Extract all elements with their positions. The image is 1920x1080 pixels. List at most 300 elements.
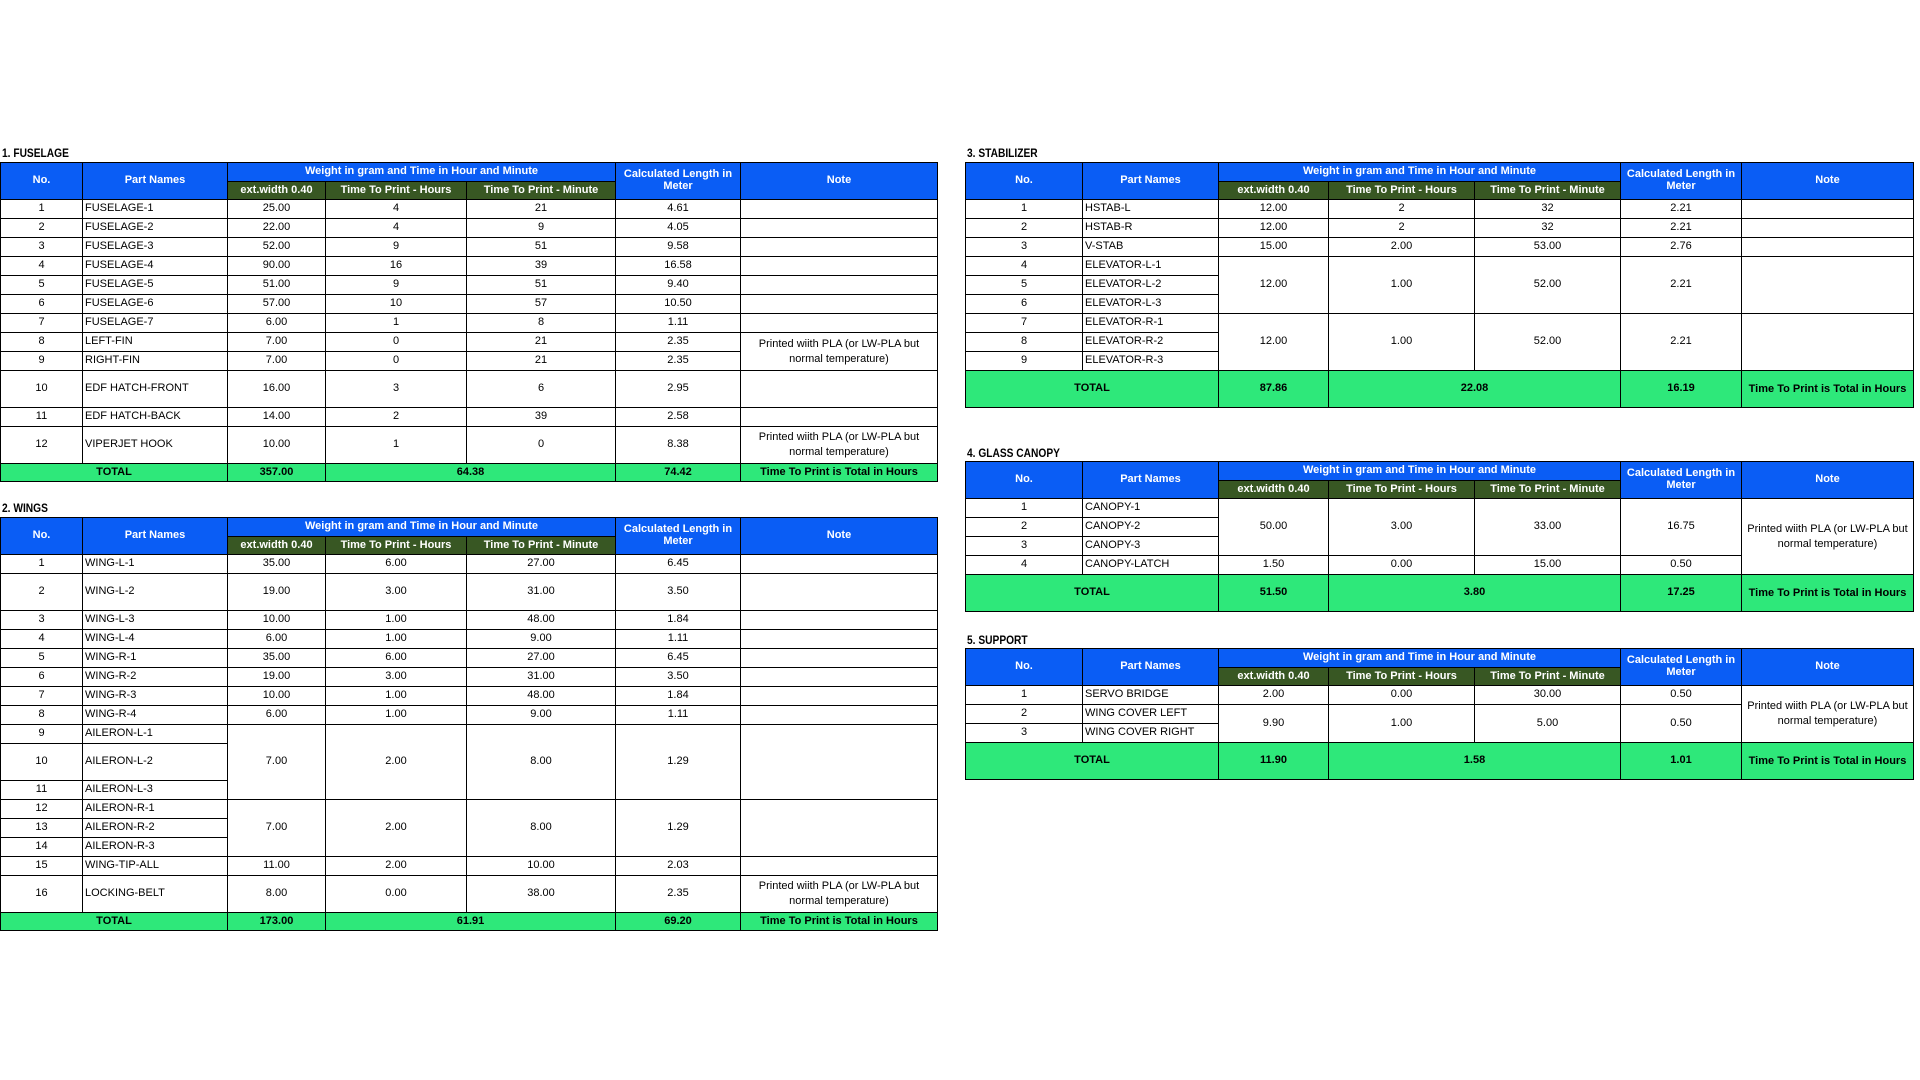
cell-no: 9 — [1, 725, 83, 744]
header-weight-time-group: Weight in gram and Time in Hour and Minute — [1219, 163, 1621, 182]
cell-note — [741, 800, 938, 857]
cell-hours: 4 — [326, 219, 467, 238]
cell-no: 5 — [966, 276, 1083, 295]
header-no: No. — [1, 518, 83, 555]
header-note: Note — [741, 518, 938, 555]
total-length: 16.19 — [1621, 371, 1742, 408]
cell-weight: 12.00 — [1219, 200, 1329, 219]
cell-weight: 22.00 — [228, 219, 326, 238]
cell-length: 1.29 — [616, 725, 741, 800]
total-time: 3.80 — [1329, 575, 1621, 612]
cell-hours: 2.00 — [326, 725, 467, 800]
cell-minutes: 48.00 — [467, 687, 616, 706]
cell-hours: 9 — [326, 238, 467, 257]
header-note: Note — [1742, 649, 1914, 686]
total-time: 61.91 — [326, 913, 616, 931]
cell-no: 3 — [966, 238, 1083, 257]
cell-part-name: FUSELAGE-6 — [83, 295, 228, 314]
cell-part-name: ELEVATOR-L-3 — [1083, 295, 1219, 314]
cell-hours: 0.00 — [1329, 686, 1475, 705]
table-row — [1, 314, 938, 333]
cell-hours: 2.00 — [326, 857, 467, 876]
total-time: 64.38 — [326, 464, 616, 482]
cell-note — [741, 371, 938, 408]
wings-table — [0, 517, 938, 931]
cell-part-name: WING-L-4 — [83, 630, 228, 649]
cell-part-name: SERVO BRIDGE — [1083, 686, 1219, 705]
cell-part-name: ELEVATOR-L-1 — [1083, 257, 1219, 276]
cell-note — [741, 257, 938, 276]
cell-note: Printed wiith PLA (or LW-PLA but normal temperature) — [1742, 499, 1914, 575]
table-row — [1, 427, 938, 464]
cell-no: 1 — [966, 499, 1083, 518]
cell-no: 4 — [966, 257, 1083, 276]
cell-part-name: LOCKING-BELT — [83, 876, 228, 913]
cell-no: 10 — [1, 371, 83, 408]
cell-length: 6.45 — [616, 649, 741, 668]
cell-weight: 50.00 — [1219, 499, 1329, 556]
cell-hours: 16 — [326, 257, 467, 276]
total-weight: 87.86 — [1219, 371, 1329, 408]
cell-part-name: EDF HATCH-BACK — [83, 408, 228, 427]
table-row — [1, 257, 938, 276]
cell-part-name: AILERON-L-2 — [83, 744, 228, 781]
cell-no: 11 — [1, 781, 83, 800]
cell-note — [741, 725, 938, 800]
cell-minutes: 6 — [467, 371, 616, 408]
cell-weight: 7.00 — [228, 352, 326, 371]
cell-note — [741, 687, 938, 706]
cell-no: 4 — [966, 556, 1083, 575]
table-row — [1, 706, 938, 725]
cell-length: 2.76 — [1621, 238, 1742, 257]
table-row — [966, 238, 1914, 257]
cell-part-name: FUSELAGE-7 — [83, 314, 228, 333]
header-part-names: Part Names — [83, 518, 228, 555]
cell-note — [741, 706, 938, 725]
cell-part-name: WING-R-4 — [83, 706, 228, 725]
table-row — [1, 408, 938, 427]
section-title-glass-canopy: 4. GLASS CANOPY — [967, 446, 1060, 460]
header-length: Calculated Length in Meter — [1621, 462, 1742, 499]
total-label: TOTAL — [966, 743, 1219, 780]
cell-note — [741, 238, 938, 257]
total-label: TOTAL — [966, 575, 1219, 612]
cell-length: 2.35 — [616, 352, 741, 371]
cell-weight: 7.00 — [228, 333, 326, 352]
cell-part-name: FUSELAGE-3 — [83, 238, 228, 257]
cell-length: 2.58 — [616, 408, 741, 427]
cell-weight: 1.50 — [1219, 556, 1329, 575]
cell-no: 3 — [966, 537, 1083, 556]
header-ext-width: ext.width 0.40 — [228, 537, 326, 555]
cell-no: 2 — [966, 219, 1083, 238]
cell-weight: 14.00 — [228, 408, 326, 427]
header-no: No. — [966, 462, 1083, 499]
cell-weight: 11.00 — [228, 857, 326, 876]
cell-hours: 0.00 — [1329, 556, 1475, 575]
cell-weight: 57.00 — [228, 295, 326, 314]
header-length: Calculated Length in Meter — [616, 518, 741, 555]
cell-part-name: RIGHT-FIN — [83, 352, 228, 371]
table-row — [966, 499, 1914, 518]
total-row — [966, 743, 1914, 780]
cell-part-name: AILERON-L-1 — [83, 725, 228, 744]
cell-hours: 0 — [326, 352, 467, 371]
table-row — [1, 295, 938, 314]
total-note: Time To Print is Total in Hours — [741, 464, 938, 482]
header-no: No. — [1, 163, 83, 200]
cell-part-name: WING-L-2 — [83, 574, 228, 611]
cell-weight: 6.00 — [228, 706, 326, 725]
cell-hours: 2 — [1329, 219, 1475, 238]
cell-no: 8 — [1, 333, 83, 352]
cell-part-name: HSTAB-L — [1083, 200, 1219, 219]
table-row — [1, 238, 938, 257]
cell-weight: 10.00 — [228, 611, 326, 630]
cell-no: 2 — [1, 574, 83, 611]
total-note: Time To Print is Total in Hours — [1742, 575, 1914, 612]
section-title-wings: 2. WINGS — [2, 501, 48, 515]
cell-note — [741, 295, 938, 314]
cell-length: 1.84 — [616, 611, 741, 630]
cell-length: 1.84 — [616, 687, 741, 706]
cell-hours: 6.00 — [326, 649, 467, 668]
cell-length: 2.21 — [1621, 257, 1742, 314]
cell-hours: 1.00 — [1329, 314, 1475, 371]
cell-minutes: 21 — [467, 352, 616, 371]
cell-note — [741, 314, 938, 333]
header-note: Note — [1742, 163, 1914, 200]
cell-part-name: HSTAB-R — [1083, 219, 1219, 238]
cell-length: 1.11 — [616, 630, 741, 649]
cell-weight: 15.00 — [1219, 238, 1329, 257]
cell-hours: 3 — [326, 371, 467, 408]
cell-note — [1742, 314, 1914, 371]
cell-minutes: 38.00 — [467, 876, 616, 913]
header-ext-width: ext.width 0.40 — [1219, 481, 1329, 499]
header-weight-time-group: Weight in gram and Time in Hour and Minute — [1219, 649, 1621, 668]
header-length: Calculated Length in Meter — [616, 163, 741, 200]
cell-weight: 7.00 — [228, 800, 326, 857]
cell-hours: 1.00 — [1329, 257, 1475, 314]
cell-part-name: WING-R-3 — [83, 687, 228, 706]
cell-no: 14 — [1, 838, 83, 857]
header-hours: Time To Print - Hours — [1329, 668, 1475, 686]
cell-no: 3 — [966, 724, 1083, 743]
cell-hours: 0.00 — [326, 876, 467, 913]
cell-part-name: AILERON-R-3 — [83, 838, 228, 857]
cell-part-name: CANOPY-2 — [1083, 518, 1219, 537]
cell-part-name: ELEVATOR-L-2 — [1083, 276, 1219, 295]
table-row — [1, 687, 938, 706]
cell-no: 8 — [966, 333, 1083, 352]
cell-hours: 2 — [1329, 200, 1475, 219]
cell-note: Printed wiith PLA (or LW-PLA but normal temperature) — [741, 876, 938, 913]
cell-minutes: 0 — [467, 427, 616, 464]
cell-hours: 1 — [326, 427, 467, 464]
cell-weight: 10.00 — [228, 687, 326, 706]
cell-part-name: WING COVER RIGHT — [1083, 724, 1219, 743]
cell-no: 8 — [1, 706, 83, 725]
total-time: 1.58 — [1329, 743, 1621, 780]
table-row — [1, 611, 938, 630]
cell-minutes: 8.00 — [467, 725, 616, 800]
cell-length: 3.50 — [616, 574, 741, 611]
total-time: 22.08 — [1329, 371, 1621, 408]
table-row — [1, 649, 938, 668]
cell-part-name: FUSELAGE-2 — [83, 219, 228, 238]
cell-weight: 12.00 — [1219, 257, 1329, 314]
cell-hours: 10 — [326, 295, 467, 314]
cell-hours: 0 — [326, 333, 467, 352]
cell-weight: 25.00 — [228, 200, 326, 219]
cell-hours: 3.00 — [326, 668, 467, 687]
cell-part-name: ELEVATOR-R-2 — [1083, 333, 1219, 352]
cell-no: 7 — [1, 687, 83, 706]
cell-length: 2.21 — [1621, 219, 1742, 238]
cell-note — [741, 857, 938, 876]
cell-note — [741, 200, 938, 219]
cell-minutes: 48.00 — [467, 611, 616, 630]
cell-part-name: FUSELAGE-1 — [83, 200, 228, 219]
cell-weight: 9.90 — [1219, 705, 1329, 743]
header-part-names: Part Names — [1083, 163, 1219, 200]
cell-weight: 7.00 — [228, 725, 326, 800]
cell-minutes: 27.00 — [467, 649, 616, 668]
cell-hours: 1.00 — [326, 611, 467, 630]
section-title-support: 5. SUPPORT — [967, 633, 1028, 647]
cell-no: 5 — [1, 276, 83, 295]
cell-minutes: 57 — [467, 295, 616, 314]
cell-minutes: 21 — [467, 333, 616, 352]
cell-hours: 1.00 — [326, 687, 467, 706]
total-weight: 357.00 — [228, 464, 326, 482]
cell-minutes: 39 — [467, 257, 616, 276]
cell-weight: 2.00 — [1219, 686, 1329, 705]
cell-part-name: VIPERJET HOOK — [83, 427, 228, 464]
header-part-names: Part Names — [1083, 462, 1219, 499]
cell-hours: 2.00 — [1329, 238, 1475, 257]
table-row — [1, 555, 938, 574]
support-table — [965, 648, 1914, 780]
cell-minutes: 9.00 — [467, 706, 616, 725]
total-label: TOTAL — [1, 464, 228, 482]
cell-minutes: 32 — [1475, 200, 1621, 219]
cell-no: 12 — [1, 800, 83, 819]
cell-no: 16 — [1, 876, 83, 913]
cell-part-name: LEFT-FIN — [83, 333, 228, 352]
header-ext-width: ext.width 0.40 — [228, 182, 326, 200]
cell-no: 10 — [1, 744, 83, 781]
cell-no: 9 — [966, 352, 1083, 371]
cell-part-name: CANOPY-1 — [1083, 499, 1219, 518]
header-note: Note — [1742, 462, 1914, 499]
table-row — [966, 314, 1914, 333]
cell-minutes: 32 — [1475, 219, 1621, 238]
cell-minutes: 15.00 — [1475, 556, 1621, 575]
total-note: Time To Print is Total in Hours — [1742, 371, 1914, 408]
cell-no: 2 — [966, 518, 1083, 537]
cell-minutes: 33.00 — [1475, 499, 1621, 556]
cell-hours: 3.00 — [326, 574, 467, 611]
cell-length: 4.61 — [616, 200, 741, 219]
cell-minutes: 9.00 — [467, 630, 616, 649]
table-row — [1, 725, 938, 744]
cell-note — [1742, 219, 1914, 238]
cell-no: 1 — [1, 200, 83, 219]
table-row — [1, 276, 938, 295]
cell-minutes: 5.00 — [1475, 705, 1621, 743]
total-weight: 51.50 — [1219, 575, 1329, 612]
cell-note — [741, 630, 938, 649]
cell-minutes: 39 — [467, 408, 616, 427]
header-minutes: Time To Print - Minute — [1475, 668, 1621, 686]
total-length: 69.20 — [616, 913, 741, 931]
total-row — [1, 913, 938, 931]
canopy-table — [965, 461, 1914, 612]
header-weight-time-group: Weight in gram and Time in Hour and Minute — [228, 518, 616, 537]
cell-no: 1 — [1, 555, 83, 574]
cell-minutes: 9 — [467, 219, 616, 238]
cell-length: 3.50 — [616, 668, 741, 687]
header-no: No. — [966, 649, 1083, 686]
table-row — [966, 200, 1914, 219]
cell-hours: 9 — [326, 276, 467, 295]
cell-note — [1742, 257, 1914, 314]
table-row — [1, 800, 938, 819]
cell-length: 6.45 — [616, 555, 741, 574]
cell-weight: 8.00 — [228, 876, 326, 913]
cell-length: 2.21 — [1621, 314, 1742, 371]
cell-weight: 19.00 — [228, 574, 326, 611]
cell-hours: 1.00 — [326, 706, 467, 725]
cell-part-name: FUSELAGE-5 — [83, 276, 228, 295]
cell-length: 1.11 — [616, 706, 741, 725]
cell-part-name: WING COVER LEFT — [1083, 705, 1219, 724]
cell-minutes: 21 — [467, 200, 616, 219]
cell-minutes: 53.00 — [1475, 238, 1621, 257]
cell-minutes: 52.00 — [1475, 257, 1621, 314]
cell-hours: 1.00 — [326, 630, 467, 649]
cell-length: 9.40 — [616, 276, 741, 295]
fuselage-table — [0, 162, 938, 482]
cell-weight: 35.00 — [228, 555, 326, 574]
cell-minutes: 31.00 — [467, 668, 616, 687]
stabilizer-table — [965, 162, 1914, 408]
cell-note — [741, 555, 938, 574]
cell-no: 7 — [1, 314, 83, 333]
cell-weight: 90.00 — [228, 257, 326, 276]
header-hours: Time To Print - Hours — [1329, 481, 1475, 499]
cell-length: 1.29 — [616, 800, 741, 857]
cell-note — [741, 219, 938, 238]
cell-length: 2.35 — [616, 876, 741, 913]
section-title-fuselage: 1. FUSELAGE — [2, 146, 69, 160]
cell-no: 7 — [966, 314, 1083, 333]
cell-part-name: CANOPY-LATCH — [1083, 556, 1219, 575]
header-minutes: Time To Print - Minute — [1475, 182, 1621, 200]
cell-no: 5 — [1, 649, 83, 668]
cell-minutes: 51 — [467, 276, 616, 295]
total-note: Time To Print is Total in Hours — [1742, 743, 1914, 780]
cell-part-name: WING-TIP-ALL — [83, 857, 228, 876]
cell-no: 6 — [966, 295, 1083, 314]
total-weight: 11.90 — [1219, 743, 1329, 780]
cell-minutes: 8 — [467, 314, 616, 333]
cell-note — [741, 408, 938, 427]
cell-note — [741, 649, 938, 668]
cell-no: 15 — [1, 857, 83, 876]
cell-length: 2.21 — [1621, 200, 1742, 219]
cell-length: 0.50 — [1621, 686, 1742, 705]
cell-note — [741, 574, 938, 611]
header-length: Calculated Length in Meter — [1621, 163, 1742, 200]
cell-weight: 12.00 — [1219, 219, 1329, 238]
cell-note: Printed wiith PLA (or LW-PLA but normal temperature) — [741, 427, 938, 464]
cell-part-name: AILERON-R-1 — [83, 800, 228, 819]
header-ext-width: ext.width 0.40 — [1219, 182, 1329, 200]
cell-part-name: WING-L-3 — [83, 611, 228, 630]
cell-weight: 16.00 — [228, 371, 326, 408]
cell-length: 4.05 — [616, 219, 741, 238]
cell-part-name: FUSELAGE-4 — [83, 257, 228, 276]
cell-weight: 19.00 — [228, 668, 326, 687]
cell-note — [741, 276, 938, 295]
total-row — [1, 464, 938, 482]
header-hours: Time To Print - Hours — [326, 182, 467, 200]
cell-no: 3 — [1, 238, 83, 257]
table-row — [1, 371, 938, 408]
cell-hours: 2.00 — [326, 800, 467, 857]
cell-weight: 10.00 — [228, 427, 326, 464]
table-row — [1, 200, 938, 219]
table-row — [1, 219, 938, 238]
cell-minutes: 51 — [467, 238, 616, 257]
cell-no: 13 — [1, 819, 83, 838]
header-ext-width: ext.width 0.40 — [1219, 668, 1329, 686]
cell-length: 2.35 — [616, 333, 741, 352]
cell-minutes: 27.00 — [467, 555, 616, 574]
cell-length: 9.58 — [616, 238, 741, 257]
cell-length: 2.03 — [616, 857, 741, 876]
cell-no: 2 — [1, 219, 83, 238]
total-length: 1.01 — [1621, 743, 1742, 780]
cell-length: 1.11 — [616, 314, 741, 333]
total-row — [966, 575, 1914, 612]
cell-no: 2 — [966, 705, 1083, 724]
table-row — [1, 574, 938, 611]
header-hours: Time To Print - Hours — [326, 537, 467, 555]
cell-no: 1 — [966, 200, 1083, 219]
cell-note — [1742, 238, 1914, 257]
cell-part-name: EDF HATCH-FRONT — [83, 371, 228, 408]
cell-length: 10.50 — [616, 295, 741, 314]
cell-length: 2.95 — [616, 371, 741, 408]
cell-weight: 52.00 — [228, 238, 326, 257]
total-length: 17.25 — [1621, 575, 1742, 612]
cell-hours: 6.00 — [326, 555, 467, 574]
cell-no: 9 — [1, 352, 83, 371]
header-minutes: Time To Print - Minute — [467, 537, 616, 555]
cell-part-name: ELEVATOR-R-3 — [1083, 352, 1219, 371]
header-part-names: Part Names — [1083, 649, 1219, 686]
total-note: Time To Print is Total in Hours — [741, 913, 938, 931]
cell-note — [741, 668, 938, 687]
header-weight-time-group: Weight in gram and Time in Hour and Minute — [1219, 462, 1621, 481]
cell-length: 0.50 — [1621, 705, 1742, 743]
cell-part-name: AILERON-R-2 — [83, 819, 228, 838]
